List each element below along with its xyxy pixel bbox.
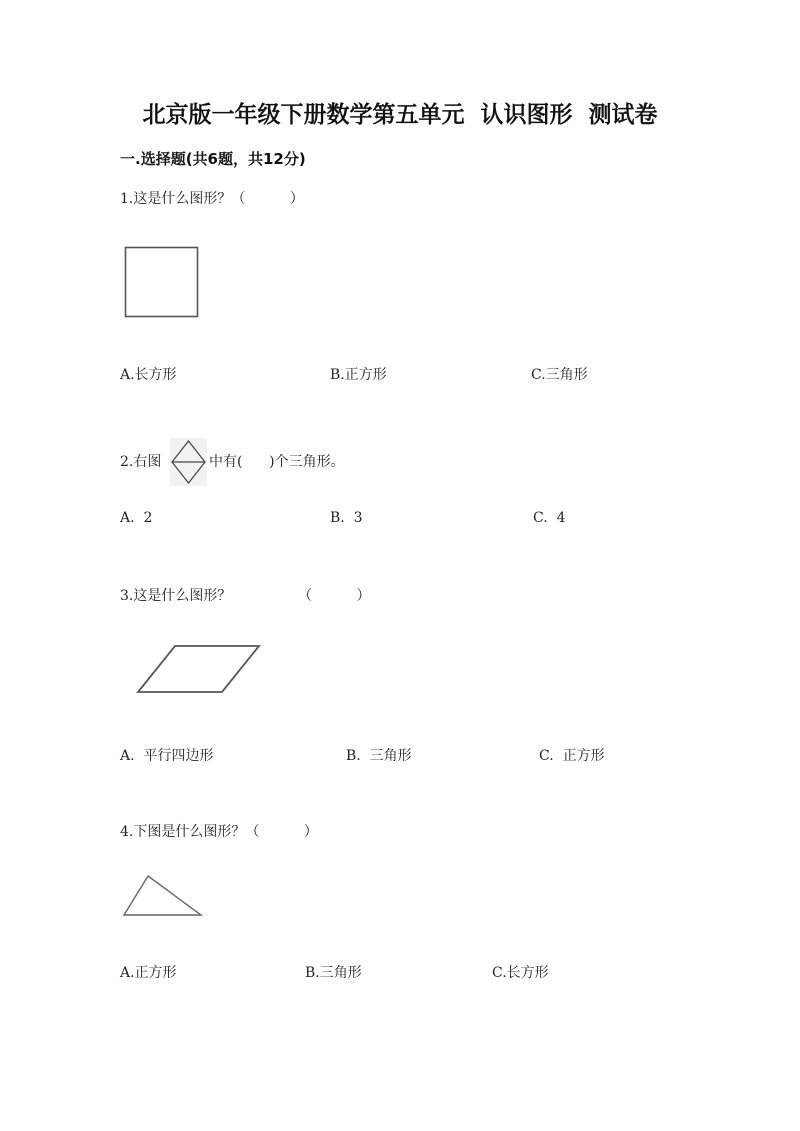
question-1-option-b[interactable]: B.正方形 <box>330 367 387 383</box>
question-3-option-c[interactable]: C. 正方形 <box>539 748 605 764</box>
square-shape <box>126 248 198 317</box>
parallelogram-shape <box>138 646 259 692</box>
question-1-square-figure <box>120 242 204 322</box>
question-4-option-a[interactable]: A.正方形 <box>120 965 177 981</box>
question-4-text: 4.下图是什么图形？（ ） <box>120 824 318 840</box>
question-2-option-c[interactable]: C. 4 <box>533 510 566 526</box>
question-3-blank: （ ） <box>298 588 371 604</box>
question-2-text-before: 2.右图 <box>120 454 162 470</box>
question-4-triangle-figure <box>120 870 206 920</box>
question-3-option-a[interactable]: A. 平行四边形 <box>120 748 214 764</box>
question-1-text: 1.这是什么图形？（ ） <box>120 191 304 207</box>
question-2-text-after: 中有( )个三角形。 <box>209 454 345 470</box>
question-4-option-c[interactable]: C.长方形 <box>492 965 549 981</box>
question-3-text: 3.这是什么图形？ <box>120 588 232 604</box>
triangle-shape <box>124 876 201 915</box>
question-2-option-b[interactable]: B. 3 <box>330 510 363 526</box>
page-title: 北京版一年级下册数学第五单元 认识图形 测试卷 <box>142 102 658 128</box>
question-4-option-b[interactable]: B.三角形 <box>305 965 362 981</box>
question-1-option-a[interactable]: A.长方形 <box>120 367 177 383</box>
question-3-parallelogram-figure <box>130 640 266 698</box>
question-2-diamond-figure <box>170 438 207 486</box>
question-1-option-c[interactable]: C.三角形 <box>531 367 588 383</box>
question-2-option-a[interactable]: A. 2 <box>120 510 153 526</box>
section-heading: 一.选择题(共6题，共12分) <box>120 150 306 168</box>
question-3-option-b[interactable]: B. 三角形 <box>346 748 412 764</box>
